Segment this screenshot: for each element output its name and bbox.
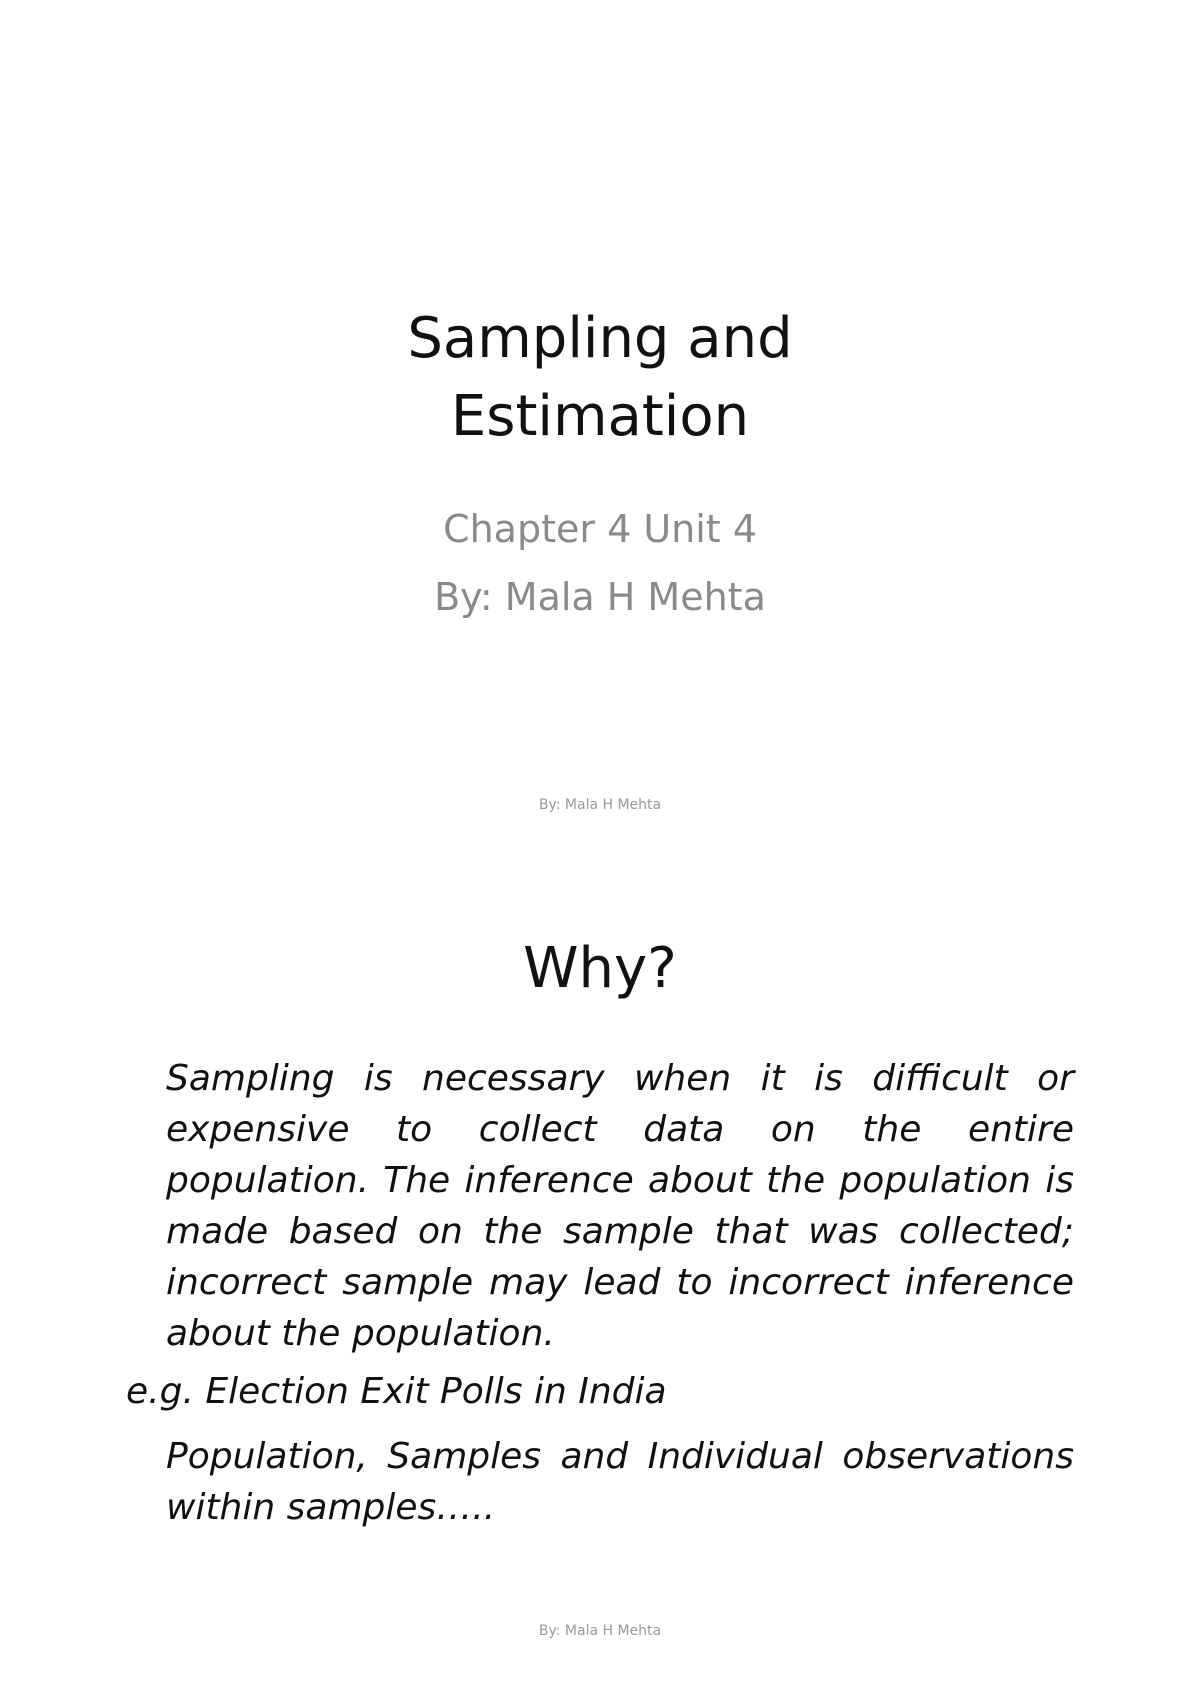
chapter-subtitle: Chapter 4 Unit 4 <box>443 507 757 551</box>
slide-footer: By: Mala H Mehta <box>538 797 662 813</box>
population-paragraph: Population, Samples and Individual observations within samples….. <box>166 1436 1074 1528</box>
author-subtitle: By: Mala H Mehta <box>434 575 766 619</box>
title-line-2: Estimation <box>450 384 750 449</box>
sampling-paragraph: Sampling is necessary when it is difficult or expensive to collect data on the entire population. The inference about the population is made based on the sample that was collected; incorrect sample may lead to incorrect inference about the population. <box>166 1058 1074 1354</box>
slide-why <box>0 848 1200 1696</box>
slide-heading: Why? <box>523 936 677 1001</box>
slide-title-heading <box>0 300 1200 456</box>
example-paragraph: e.g. Election Exit Polls in India <box>126 1371 667 1412</box>
slide-footer: By: Mala H Mehta <box>538 1623 662 1639</box>
title-line-1: Sampling and <box>407 306 793 371</box>
